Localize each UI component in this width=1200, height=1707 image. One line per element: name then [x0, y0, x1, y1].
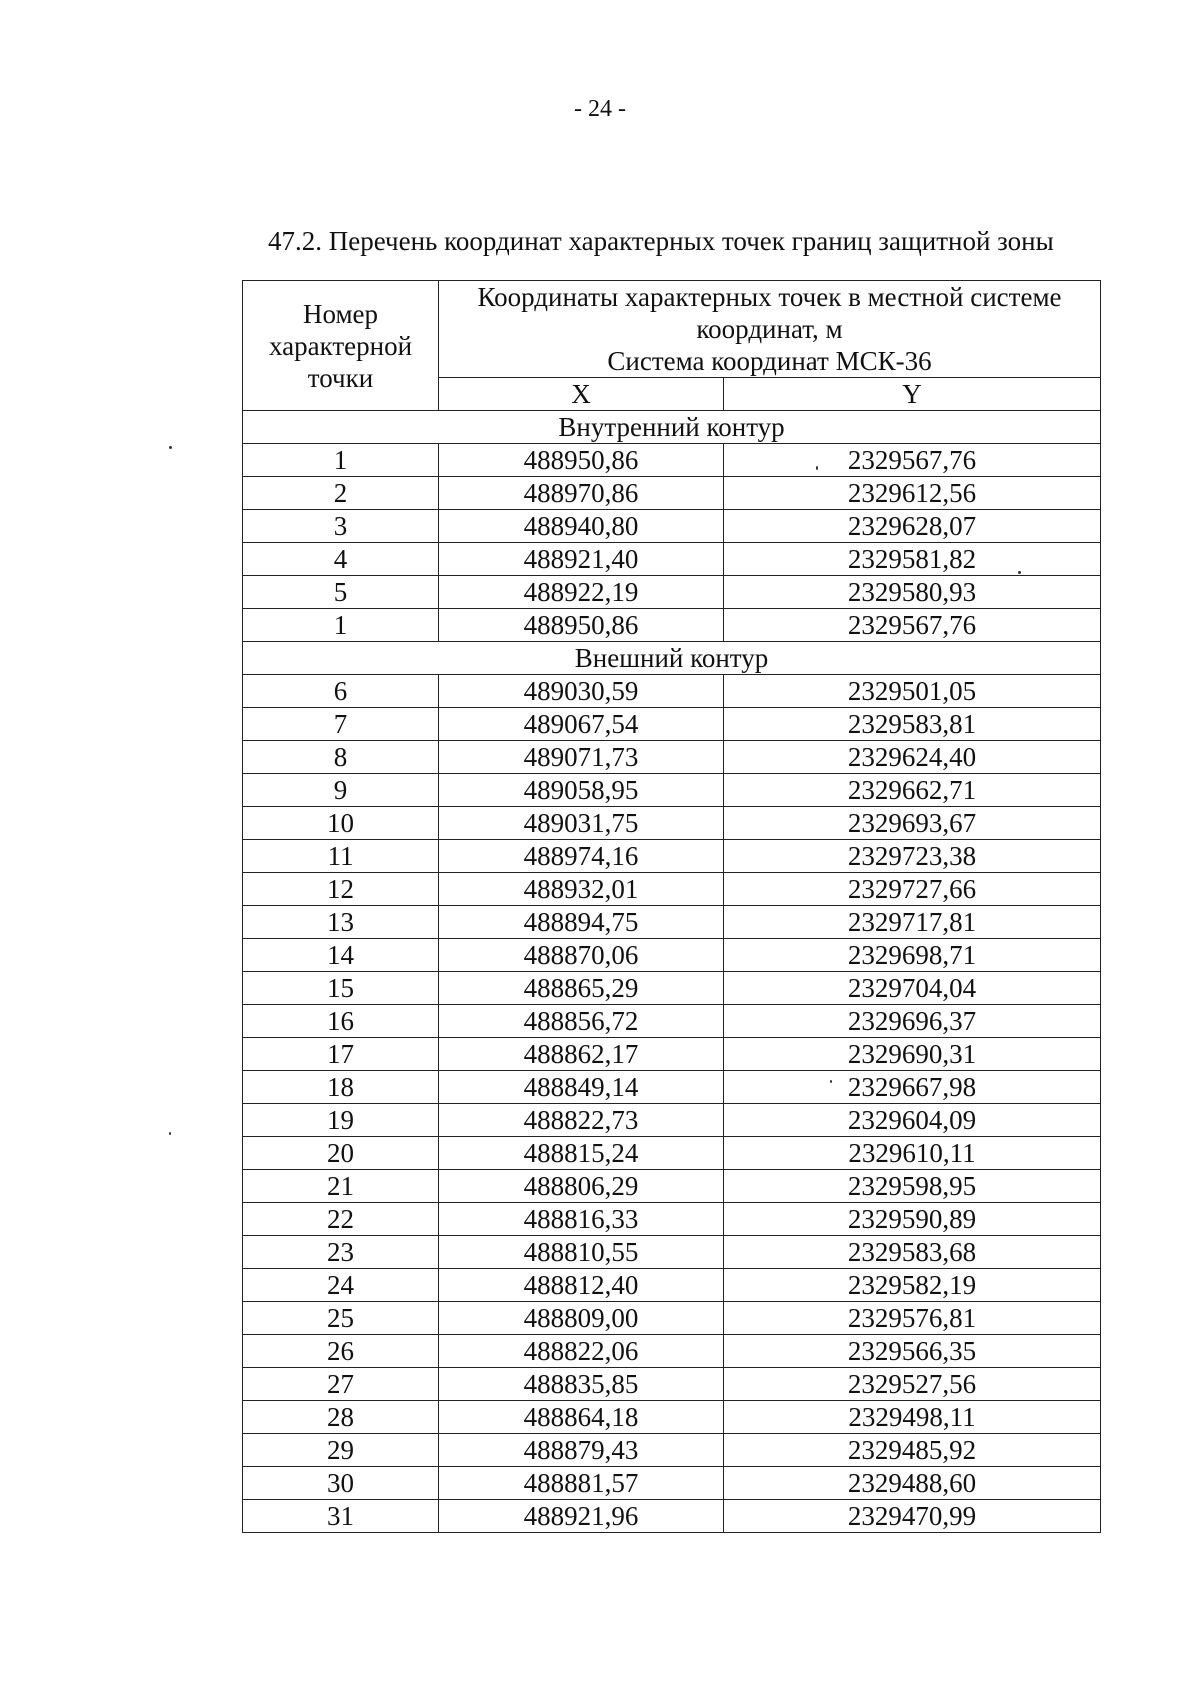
y-coordinate-cell: 2329690,31: [724, 1038, 1101, 1071]
point-number-cell: 1: [243, 609, 439, 642]
coordinates-header: [439, 281, 1101, 378]
y-coordinate-cell: 2329696,37: [724, 1005, 1101, 1038]
point-number-cell: 10: [243, 807, 439, 840]
y-coordinate-cell: 2329580,93: [724, 576, 1101, 609]
table-row: [243, 510, 1101, 543]
point-number-cell: 11: [243, 840, 439, 873]
x-coordinate-cell: 488974,16: [439, 840, 724, 873]
y-coordinate-cell: 2329667,98: [724, 1071, 1101, 1104]
point-number-cell: 12: [243, 873, 439, 906]
y-coordinate-cell: 2329498,11: [724, 1401, 1101, 1434]
point-number-cell: 28: [243, 1401, 439, 1434]
y-coordinate-cell: 2329662,71: [724, 774, 1101, 807]
x-coordinate-cell: 488950,86: [439, 444, 724, 477]
table-row: [243, 1236, 1101, 1269]
point-number-cell: 9: [243, 774, 439, 807]
point-number-cell: 21: [243, 1170, 439, 1203]
table-row: [243, 1038, 1101, 1071]
point-number-cell: 23: [243, 1236, 439, 1269]
y-coordinate-cell: 2329628,07: [724, 510, 1101, 543]
y-coordinate-cell: 2329723,38: [724, 840, 1101, 873]
x-coordinate-cell: 488894,75: [439, 906, 724, 939]
x-coordinate-cell: 488849,14: [439, 1071, 724, 1104]
x-coordinate-cell: 488806,29: [439, 1170, 724, 1203]
table-row: [243, 1104, 1101, 1137]
table-row: [243, 906, 1101, 939]
x-coordinate-cell: 489071,73: [439, 741, 724, 774]
table-row: [243, 477, 1101, 510]
x-coordinate-cell: 488870,06: [439, 939, 724, 972]
point-number-cell: 4: [243, 543, 439, 576]
x-coordinate-cell: 488862,17: [439, 1038, 724, 1071]
y-coordinate-cell: 2329576,81: [724, 1302, 1101, 1335]
y-coordinate-cell: 2329488,60: [724, 1467, 1101, 1500]
table-row: [243, 939, 1101, 972]
coordinates-header-line2: координат, м: [696, 314, 843, 344]
point-number-cell: 17: [243, 1038, 439, 1071]
x-coordinate-cell: 488940,80: [439, 510, 724, 543]
y-coordinate-cell: 2329527,56: [724, 1368, 1101, 1401]
x-coordinate-cell: 489031,75: [439, 807, 724, 840]
x-coordinate-cell: 488822,06: [439, 1335, 724, 1368]
x-coordinate-cell: 488921,40: [439, 543, 724, 576]
x-coordinate-cell: 488922,19: [439, 576, 724, 609]
section-row: [243, 411, 1101, 444]
table-row: [243, 708, 1101, 741]
y-coordinate-cell: 2329566,35: [724, 1335, 1101, 1368]
y-coordinate-cell: 2329704,04: [724, 972, 1101, 1005]
x-coordinate-cell: 489030,59: [439, 675, 724, 708]
x-coordinate-cell: 488921,96: [439, 1500, 724, 1533]
x-coordinate-cell: 488879,43: [439, 1434, 724, 1467]
table-row: [243, 576, 1101, 609]
table-row: [243, 807, 1101, 840]
scan-speck: [169, 1132, 171, 1135]
point-number-cell: 15: [243, 972, 439, 1005]
point-number-header-line2: характерной: [268, 330, 413, 361]
point-number-cell: 3: [243, 510, 439, 543]
scan-speck: [830, 1080, 832, 1083]
point-number-header-line1: Номер: [302, 298, 379, 329]
table-row: [243, 1401, 1101, 1434]
point-number-cell: 29: [243, 1434, 439, 1467]
point-number-cell: 27: [243, 1368, 439, 1401]
x-coordinate-cell: 488815,24: [439, 1137, 724, 1170]
table-row: [243, 1467, 1101, 1500]
scan-speck: [1018, 571, 1021, 574]
y-coordinate-cell: 2329698,71: [724, 939, 1101, 972]
point-number-cell: 14: [243, 939, 439, 972]
table-row: [243, 972, 1101, 1005]
x-coordinate-cell: 488856,72: [439, 1005, 724, 1038]
table-row: [243, 1005, 1101, 1038]
table-header-row: [243, 281, 1101, 378]
y-coordinate-cell: 2329583,68: [724, 1236, 1101, 1269]
coordinates-header-line1: Координаты характерных точек в местной системе: [477, 282, 1062, 312]
y-coordinate-cell: 2329581,82: [724, 543, 1101, 576]
table-row: [243, 1203, 1101, 1236]
x-coordinate-cell: 489058,95: [439, 774, 724, 807]
y-coordinate-cell: 2329624,40: [724, 741, 1101, 774]
x-coordinate-cell: 488881,57: [439, 1467, 724, 1500]
point-number-cell: 26: [243, 1335, 439, 1368]
y-coordinate-cell: 2329582,19: [724, 1269, 1101, 1302]
x-coordinate-cell: 488932,01: [439, 873, 724, 906]
y-coordinate-cell: 2329604,09: [724, 1104, 1101, 1137]
x-coordinate-cell: 488864,18: [439, 1401, 724, 1434]
x-coordinate-cell: 488809,00: [439, 1302, 724, 1335]
coordinates-header-line3: Система координат МСК-36: [607, 346, 932, 376]
point-number-cell: 6: [243, 675, 439, 708]
point-number-cell: 2: [243, 477, 439, 510]
point-number-cell: 31: [243, 1500, 439, 1533]
x-coordinate-cell: 488835,85: [439, 1368, 724, 1401]
y-coordinate-cell: 2329470,99: [724, 1500, 1101, 1533]
table-row: [243, 1500, 1101, 1533]
point-number-cell: 7: [243, 708, 439, 741]
x-coordinate-cell: 488812,40: [439, 1269, 724, 1302]
x-coordinate-cell: 488810,55: [439, 1236, 724, 1269]
table-row: [243, 609, 1101, 642]
coordinates-table: [242, 280, 1101, 1533]
y-coordinate-cell: 2329717,81: [724, 906, 1101, 939]
table-row: [243, 1170, 1101, 1203]
point-number-cell: 22: [243, 1203, 439, 1236]
y-axis-header: Y: [724, 378, 1101, 411]
table-row: [243, 840, 1101, 873]
section-title: Внешний контур: [243, 642, 1101, 675]
point-number-cell: 18: [243, 1071, 439, 1104]
y-coordinate-cell: 2329583,81: [724, 708, 1101, 741]
table-row: [243, 543, 1101, 576]
page-number: - 24 -: [574, 96, 626, 122]
x-coordinate-cell: 488970,86: [439, 477, 724, 510]
x-axis-header: X: [439, 378, 724, 411]
table-row: [243, 1269, 1101, 1302]
table-row: [243, 774, 1101, 807]
section-heading: 47.2. Перечень координат характерных точек границ защитной зоны: [268, 226, 1054, 256]
point-number-header: [243, 281, 439, 411]
point-number-cell: 16: [243, 1005, 439, 1038]
table-row: [243, 1335, 1101, 1368]
table-row: [243, 1137, 1101, 1170]
y-coordinate-cell: 2329693,67: [724, 807, 1101, 840]
section-title: Внутренний контур: [243, 411, 1101, 444]
y-coordinate-cell: 2329567,76: [724, 609, 1101, 642]
x-coordinate-cell: 488816,33: [439, 1203, 724, 1236]
table-row: [243, 1434, 1101, 1467]
table-row: [243, 873, 1101, 906]
table-row: [243, 1071, 1101, 1104]
x-coordinate-cell: 488822,73: [439, 1104, 724, 1137]
y-coordinate-cell: 2329590,89: [724, 1203, 1101, 1236]
table-row: [243, 675, 1101, 708]
y-coordinate-cell: 2329485,92: [724, 1434, 1101, 1467]
point-number-header-line3: точки: [307, 362, 374, 393]
y-coordinate-cell: 2329598,95: [724, 1170, 1101, 1203]
y-coordinate-cell: 2329610,11: [724, 1137, 1101, 1170]
point-number-cell: 5: [243, 576, 439, 609]
x-coordinate-cell: 488950,86: [439, 609, 724, 642]
table-row: [243, 1302, 1101, 1335]
y-coordinate-cell: 2329501,05: [724, 675, 1101, 708]
table-row: [243, 1368, 1101, 1401]
table-row: [243, 741, 1101, 774]
point-number-cell: 30: [243, 1467, 439, 1500]
y-coordinate-cell: 2329612,56: [724, 477, 1101, 510]
point-number-cell: 25: [243, 1302, 439, 1335]
table-row: [243, 444, 1101, 477]
section-row: [243, 642, 1101, 675]
scan-speck: [169, 446, 172, 449]
y-coordinate-cell: 2329727,66: [724, 873, 1101, 906]
point-number-cell: 8: [243, 741, 439, 774]
x-coordinate-cell: 489067,54: [439, 708, 724, 741]
y-coordinate-cell: 2329567,76: [724, 444, 1101, 477]
point-number-cell: 20: [243, 1137, 439, 1170]
x-coordinate-cell: 488865,29: [439, 972, 724, 1005]
table-body: [243, 411, 1101, 1533]
point-number-cell: 1: [243, 444, 439, 477]
scan-speck: [816, 466, 818, 470]
point-number-cell: 19: [243, 1104, 439, 1137]
point-number-cell: 13: [243, 906, 439, 939]
point-number-cell: 24: [243, 1269, 439, 1302]
